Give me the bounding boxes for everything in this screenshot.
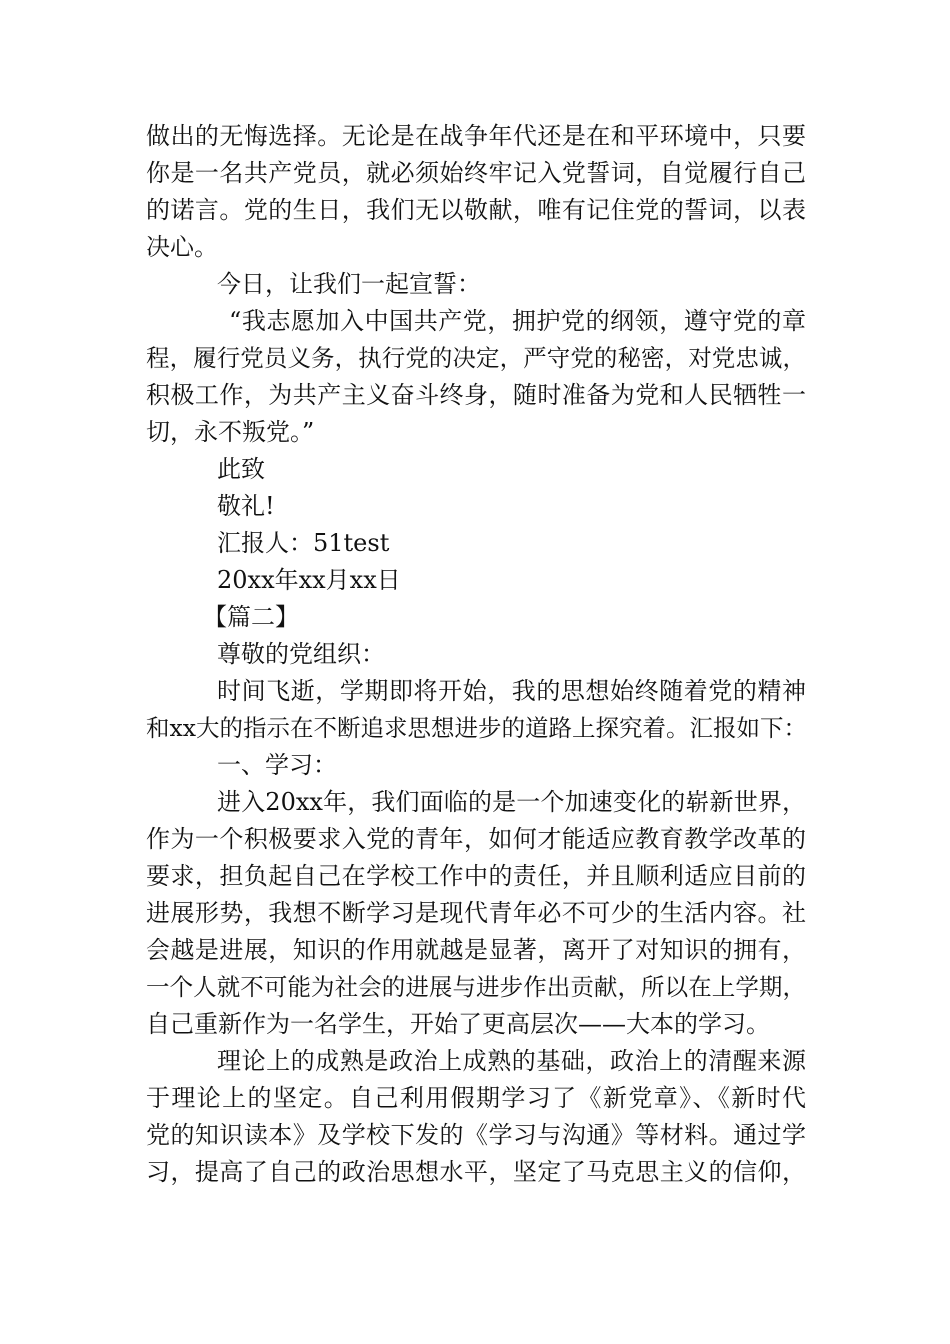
closing-jing-li: 敬礼! — [217, 492, 275, 520]
paragraph-line: 一个人就不可能为社会的进展与进步作出贡献，所以在上学期， — [146, 973, 806, 1001]
paragraph-line: 的诺言。党的生日，我们无以敬献，唯有记住党的誓词，以表 — [146, 196, 806, 224]
paragraph-line: 要求，担负起自己在学校工作中的责任，并且顺利适应目前的 — [146, 862, 806, 890]
reporter-signature: 汇报人：51test — [217, 529, 390, 557]
report-date: 20xx年xx月xx日 — [217, 566, 401, 594]
paragraph-line: 进展形势，我想不断学习是现代青年必不可少的生活内容。社 — [146, 899, 806, 927]
pledge-intro: 今日，让我们一起宣誓： — [217, 270, 481, 298]
paragraph-line: 习，提高了自己的政治思想水平，坚定了马克思主义的信仰， — [146, 1158, 806, 1186]
subsection-heading: 一、学习： — [217, 751, 337, 779]
paragraph-line: 你是一名共产党员，就必须始终牢记入党誓词，自觉履行自己 — [146, 159, 806, 187]
paragraph-line: 作为一个积极要求入党的青年，如何才能适应教育教学改革的 — [146, 825, 806, 853]
paragraph-line: 进入20xx年，我们面临的是一个加速变化的崭新世界， — [217, 788, 806, 816]
paragraph-line: 党的知识读本》及学校下发的《学习与沟通》等材料。通过学 — [146, 1121, 806, 1149]
paragraph-line: 决心。 — [146, 233, 218, 261]
paragraph-line: 自己重新作为一名学生，开始了更高层次——大本的学习。 — [146, 1010, 770, 1038]
pledge-line: 切，永不叛党。” — [146, 418, 315, 446]
pledge-line: 程，履行党员义务，执行党的决定，严守党的秘密，对党忠诚， — [146, 344, 806, 372]
pledge-line: 积极工作，为共产主义奋斗终身，随时准备为党和人民牺牲一 — [146, 381, 806, 409]
salutation: 尊敬的党组织： — [217, 640, 385, 668]
paragraph-line: 理论上的成熟是政治上成熟的基础，政治上的清醒来源 — [217, 1047, 806, 1075]
paragraph-line: 会越是进展，知识的作用就越是显著，离开了对知识的拥有， — [146, 936, 806, 964]
paragraph-line: 和xx大的指示在不断追求思想进步的道路上探究着。汇报如下： — [146, 714, 808, 742]
closing-ci-zhi: 此致 — [217, 455, 265, 483]
pledge-line: “我志愿加入中国共产党，拥护党的纲领，遵守党的章 — [229, 307, 806, 335]
paragraph-line: 时间飞逝，学期即将开始，我的思想始终随着党的精神 — [217, 677, 806, 705]
paragraph-line: 做出的无悔选择。无论是在战争年代还是在和平环境中，只要 — [146, 122, 806, 150]
paragraph-line: 于理论上的坚定。自己利用假期学习了《新党章》、《新时代 — [146, 1084, 806, 1112]
section-heading: 【篇二】 — [203, 603, 299, 631]
